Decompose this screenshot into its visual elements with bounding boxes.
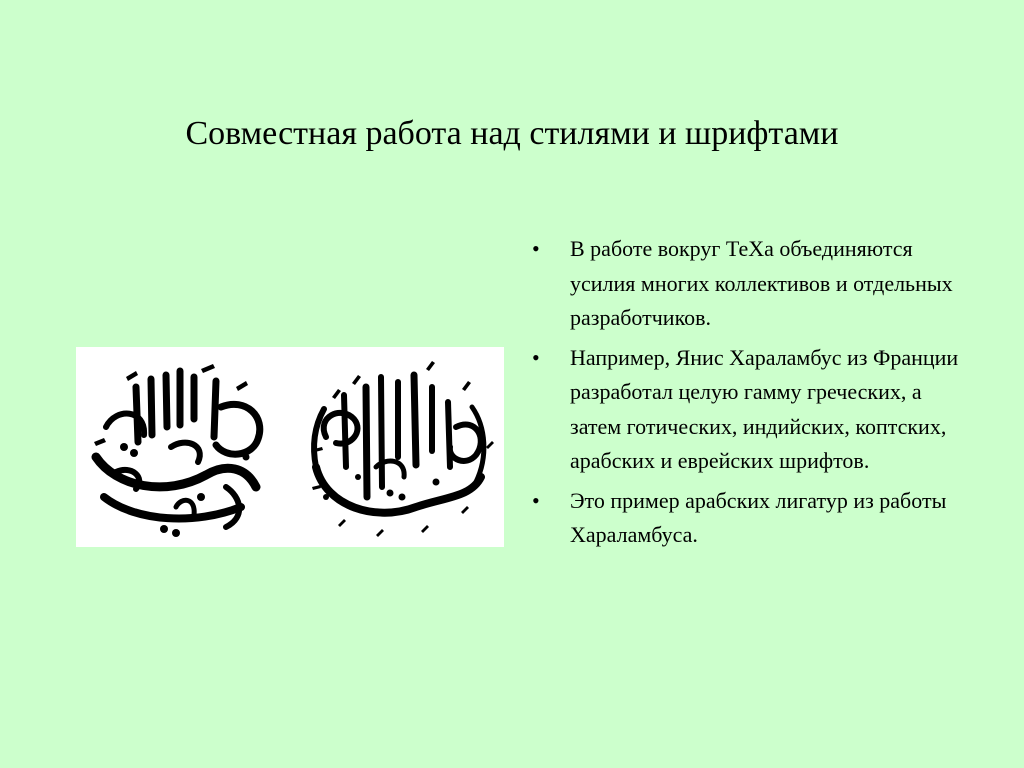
bullet-text: Например, Янис Хараламбус из Франции разработал целую гамму греческих, а затем готических, индийских, коптских, арабских и еврейских шрифтов. (570, 344, 959, 473)
bullet-text: В работе вокруг ТеХа объединяются усилия многих коллективов и отдельных разработчиков. (570, 236, 953, 330)
bullet-list (524, 232, 964, 558)
bullet-text: Это пример арабских лигатур из работы Хараламбуса. (570, 487, 947, 547)
arabic-ligature-image (76, 347, 504, 547)
bullet-item (524, 232, 964, 336)
bullet-item (524, 341, 964, 479)
bullet-dot-icon: • (532, 487, 540, 513)
bullet-dot-icon: • (532, 344, 540, 370)
calligraphy-medallion-right (312, 361, 494, 537)
bullet-dot-icon: • (532, 236, 540, 261)
slide-title: Совместная работа над стилями и шрифтами (185, 115, 839, 152)
calligraphy-medallion-left (94, 364, 260, 537)
bullet-item (524, 484, 964, 553)
